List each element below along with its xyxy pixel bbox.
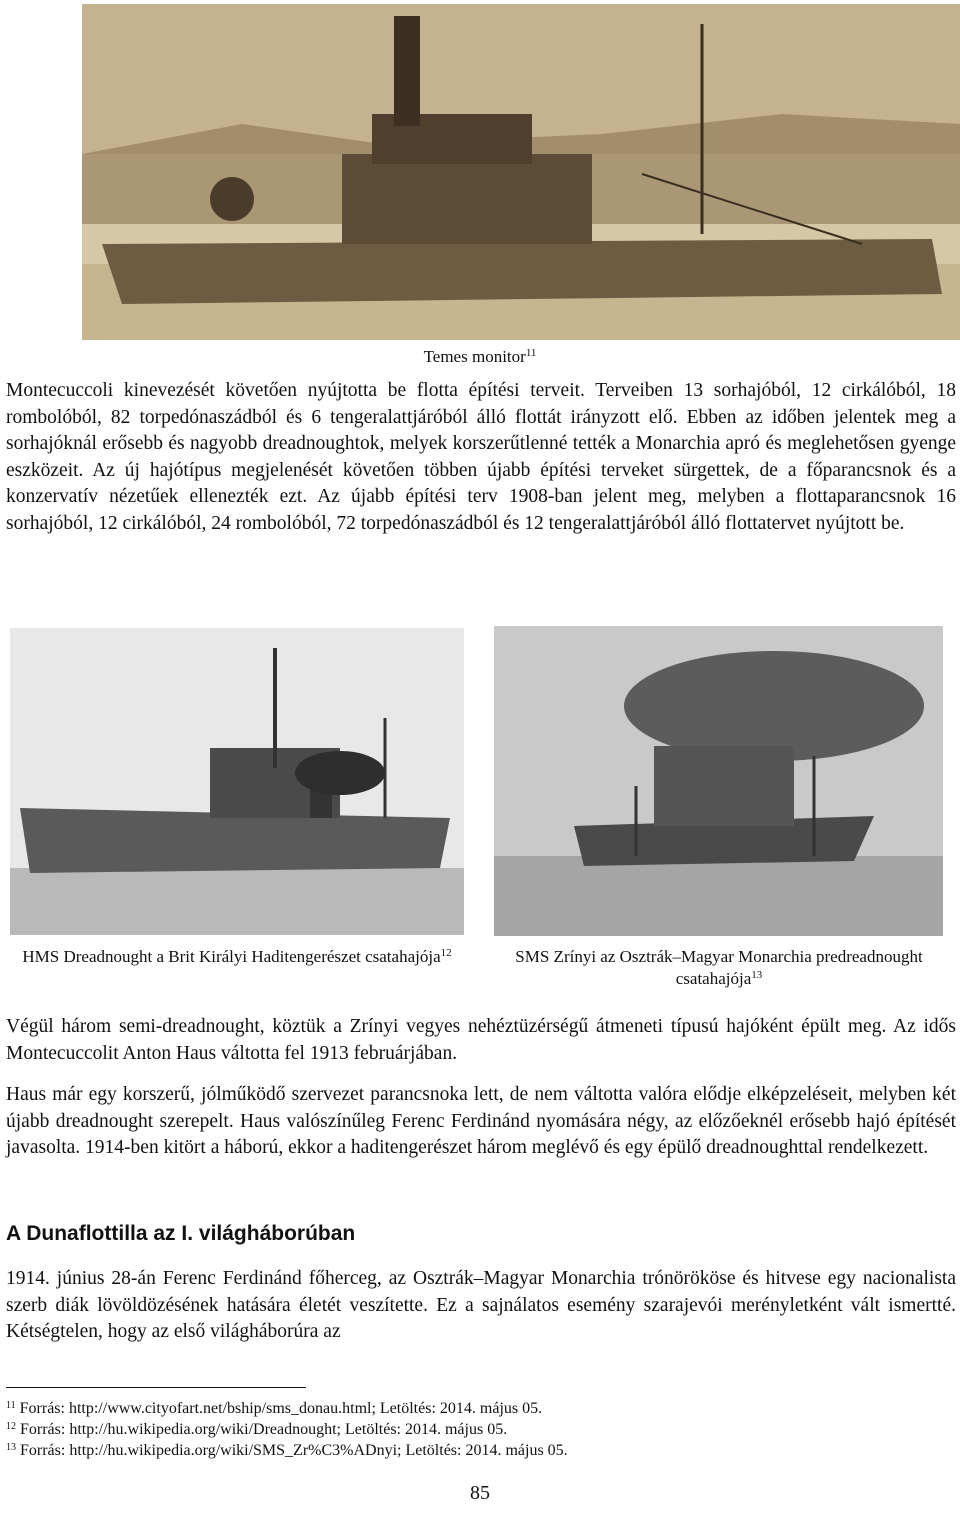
footnote-divider bbox=[6, 1387, 306, 1388]
footnote-number: 12 bbox=[6, 1421, 16, 1432]
paragraph-1914: 1914. június 28-án Ferenc Ferdinánd főherceg, az Osztrák–Magyar Monarchia trónörököse és hitvese egy nacionalista szerb diák lövöldözésének hatására életét veszítette. Ez a sajnálatos esemény szarajevói merényletként vált ismertté. Kétségtelen, hogy az első világháborúra az bbox=[6, 1268, 956, 1342]
footnote-12 bbox=[6, 1419, 956, 1440]
paragraph-haus: Haus már egy korszerű, jólműködő szervezet parancsnoka lett, de nem váltotta valóra elődje elképzeléseit, melyben két újabb dreadnought szerepelt. Haus valószínűleg Ferenc Ferdinánd nyomására négy, az előzőeknél erősebb hajó építését javasolta. 1914-ben kitört a háború, ekkor a haditengerészet három meglévő és egy épülő dreadnoughttal rendelkezett. bbox=[6, 1084, 956, 1158]
footnote-number: 13 bbox=[6, 1442, 16, 1453]
footnote-text: Forrás: http://www.cityofart.net/bship/sms_donau.html; Letöltés: 2014. május 05. bbox=[19, 1400, 543, 1417]
figure2-caption bbox=[0, 946, 474, 968]
hms-dreadnought-photo bbox=[10, 628, 464, 935]
figure2-caption-text: HMS Dreadnought a Brit Királyi Haditengerészet csatahajója bbox=[22, 947, 441, 966]
footnote-text: Forrás: http://hu.wikipedia.org/wiki/SMS_Zr%C3%ADnyi; Letöltés: 2014. május 05. bbox=[20, 1442, 568, 1459]
figure1-footnote-ref: 11 bbox=[525, 347, 537, 359]
paragraph-montecuccoli: Montecuccoli kinevezését követően nyújtotta be flotta építési terveit. Terveiben 13 sorhajóból, 12 cirkálóból, 18 rombolóból, 82 torpedónaszádból és 6 tengeralattjáróból álló flottát irányzott elő. Ebben az időben jelentek meg a sorhajóknál erősebb és nagyobb dreadnoughtok, melyek korszerűtlenné tették a Monarchia apró és meglehetősen gyenge eszközeit. Az új hajótípus megjelenését követően többen újabb építési terveket sürgettek, de a főparancsnok és a konzervatív nézetűek ellenezték ezt. Az újabb építési terv 1908-ban jelent meg, melyben a flottaparancsnok 16 sorhajóból, 12 cirkálóból, 24 rombolóból, 72 torpedónaszádból és 12 tengeralattjáróból álló flottatervet nyújtott be. bbox=[6, 380, 956, 534]
footnotes bbox=[6, 1398, 956, 1461]
temes-monitor-photo bbox=[82, 4, 960, 340]
footnote-11 bbox=[6, 1398, 956, 1419]
paragraph-semi-dreadnought: Végül három semi-dreadnought, köztük a Zrínyi vegyes nehéztüzérségű átmeneti típusú hajóként épült meg. Az idős Montecuccolit Anton Haus váltotta fel 1913 februárjában. bbox=[6, 1016, 956, 1064]
figure3-caption-text: SMS Zrínyi az Osztrák–Magyar Monarchia predreadnought csatahajója bbox=[515, 947, 923, 988]
footnote-number: 11 bbox=[6, 1400, 16, 1411]
sms-zrinyi-photo bbox=[494, 626, 943, 936]
page-number: 85 bbox=[470, 1482, 490, 1504]
footnote-text: Forrás: http://hu.wikipedia.org/wiki/Dreadnought; Letöltés: 2014. május 05. bbox=[20, 1421, 508, 1438]
footnote-13 bbox=[6, 1440, 956, 1461]
figure1-caption bbox=[400, 346, 560, 368]
figure1-caption-text: Temes monitor bbox=[423, 347, 526, 366]
figure3-caption bbox=[504, 946, 934, 990]
section-heading: A Dunaflottilla az I. világháborúban bbox=[6, 1222, 356, 1245]
figure3-footnote-ref: 13 bbox=[751, 969, 763, 981]
figure2-footnote-ref: 12 bbox=[440, 947, 452, 959]
